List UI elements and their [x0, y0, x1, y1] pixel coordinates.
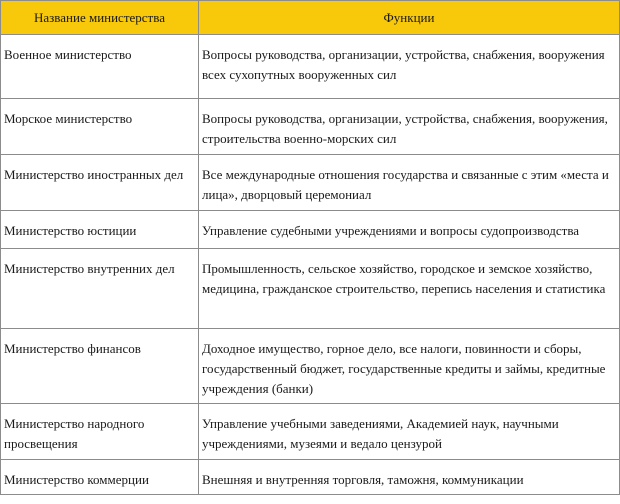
ministry-functions-cell: Управление учебными заведениями, Академией наук, научными учреждениями, музеями и ведало цензурой — [199, 404, 620, 460]
ministry-name-cell: Министерство коммерции — [1, 460, 199, 495]
table-body — [1, 35, 620, 495]
table-row — [1, 460, 620, 495]
ministry-name-cell: Военное министерство — [1, 35, 199, 99]
ministry-functions-cell: Вопросы руководства, организации, устройства, снабжения, вооружения, строительства военно-морских сил — [199, 99, 620, 155]
ministry-name-cell: Министерство народного просвещения — [1, 404, 199, 460]
ministry-name-cell: Морское министерство — [1, 99, 199, 155]
ministry-functions-cell: Вопросы руководства, организации, устройства, снабжения, вооружения всех сухопутных вооруженных сил — [199, 35, 620, 99]
table-row — [1, 211, 620, 249]
ministry-functions-cell: Внешняя и внутренняя торговля, таможня, коммуникации — [199, 460, 620, 495]
ministry-functions-cell: Доходное имущество, горное дело, все налоги, повинности и сборы, государственный бюджет, государственные кредиты и займы, кредитные учреждения (банки) — [199, 329, 620, 404]
ministry-functions-cell: Все международные отношения государства и связанные с этим «места и лица», дворцовый церемониал — [199, 155, 620, 211]
table-row — [1, 249, 620, 329]
table-row — [1, 329, 620, 404]
table-row — [1, 99, 620, 155]
table-row — [1, 155, 620, 211]
header-ministry-name: Название министерства — [1, 1, 199, 35]
ministry-functions-cell: Промышленность, сельское хозяйство, городское и земское хозяйство, медицина, гражданское строительство, перепись населения и статистика — [199, 249, 620, 329]
ministry-name-cell: Министерство внутренних дел — [1, 249, 199, 329]
ministry-name-cell: Министерство юстиции — [1, 211, 199, 249]
ministry-name-cell: Министерство финансов — [1, 329, 199, 404]
ministry-functions-cell: Управление судебными учреждениями и вопросы судопроизводства — [199, 211, 620, 249]
ministry-name-cell: Министерство иностранных дел — [1, 155, 199, 211]
header-functions: Функции — [199, 1, 620, 35]
table-row — [1, 35, 620, 99]
table-row — [1, 404, 620, 460]
header-row — [1, 1, 620, 35]
table-header — [1, 1, 620, 35]
